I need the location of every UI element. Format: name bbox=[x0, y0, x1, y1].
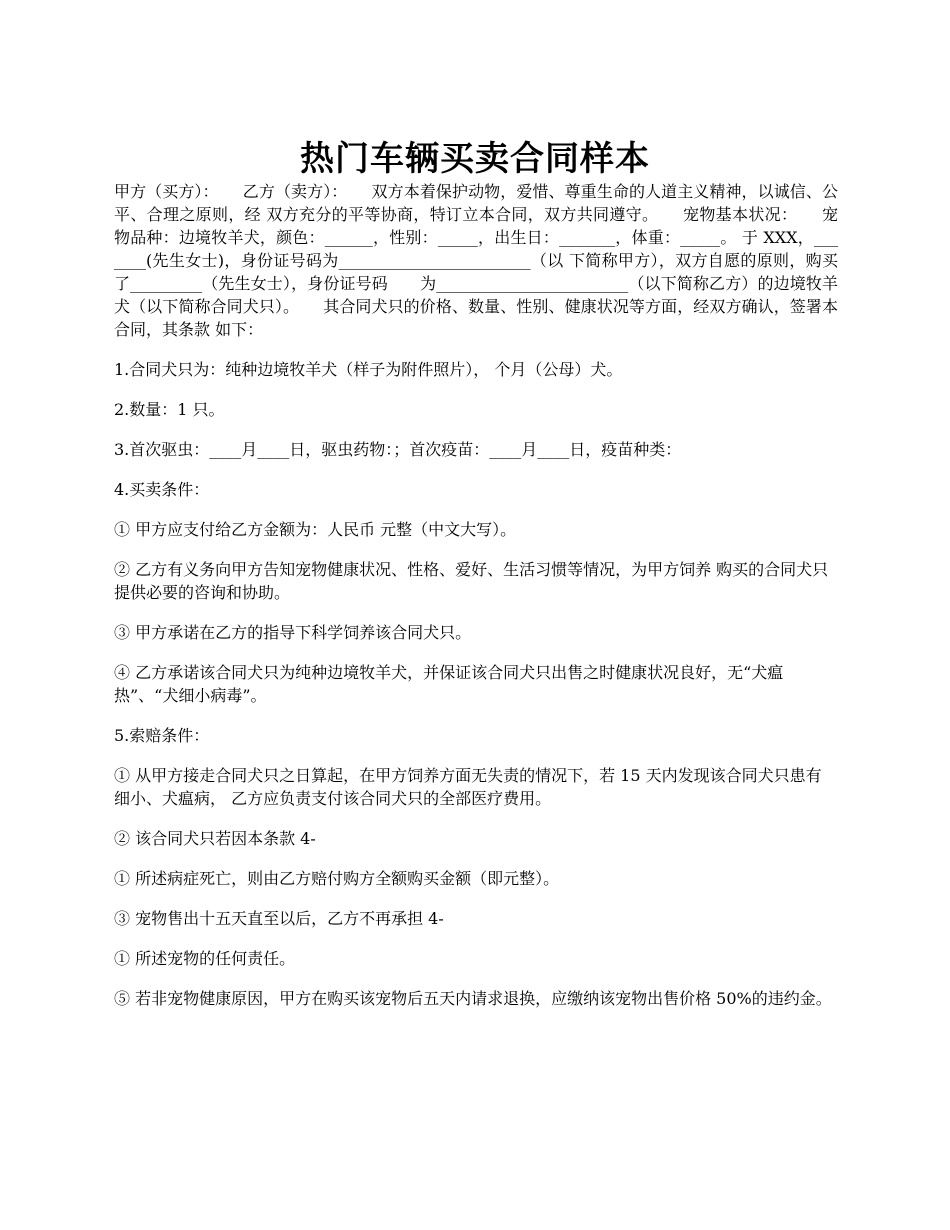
intro-paragraph: 甲方（买方）： 乙方（卖方）： 双方本着保护动物，爱惜、尊重生命的人道主义精神，以诚信、公平、合理之原则，经 双方充分的平等协商，特订立本合同，双方共同遵守。 宠物基本状况： 宠物品种：边境牧羊犬，颜色：______，性别：_____，出生日：_______，体重：_____。 于 XXX，_______(先生女士)，身份证号码为________________________（以 下简称甲方），双方自愿的原则，购买了_________（先生女士），身份证号码 为________________________（以下简称乙方）的边境牧羊犬（以下简称合同犬只）。 其合同犬只的价格、数量、性别、健康状况等方面，经双方确认，签署本合同，其条款 如下： bbox=[114, 182, 838, 339]
clause-3-paragraph: 3.首次驱虫：____月____日，驱虫药物：；首次疫苗：____月____日，疫苗种类： bbox=[114, 440, 682, 459]
document-title: 热门车辆买卖合同样本 bbox=[300, 138, 650, 179]
clause-5-item-2-continued: ① 所述病症死亡，则由乙方赔付购方全额购买金额（即元整）。 bbox=[114, 869, 560, 888]
clause-5-item-5: ⑤ 若非宠物健康原因，甲方在购买该宠物后五天内请求退换，应缴纳该宠物出售价格 50%的违约金。 bbox=[114, 989, 832, 1008]
clause-4-item-2: ② 乙方有义务向甲方告知宠物健康状况、性格、爱好、生活习惯等情况，为甲方饲养 购买的合同犬只提供必要的咨询和协助。 bbox=[114, 560, 829, 602]
clause-2-paragraph: 2.数量：1 只。 bbox=[114, 400, 225, 419]
clause-4-item-1: ① 甲方应支付给乙方金额为：人民币 元整（中文大写）。 bbox=[114, 520, 517, 539]
clause-5-item-1: ① 从甲方接走合同犬只之日算起，在甲方饲养方面无失责的情况下，若 15 天内发现该合同犬只患有 细小、犬瘟病， 乙方应负责支付该合同犬只的全部医疗费用。 bbox=[114, 766, 822, 808]
clause-4-item-3: ③ 甲方承诺在乙方的指导下科学饲养该合同犬只。 bbox=[114, 623, 472, 642]
clause-4-item-4: ④ 乙方承诺该合同犬只为纯种边境牧羊犬，并保证该合同犬只出售之时健康状况良好，无“犬瘟热”、“犬细小病毒”。 bbox=[114, 663, 784, 705]
clause-5-heading: 5.索赔条件： bbox=[114, 726, 210, 745]
document-body bbox=[114, 180, 838, 1010]
clause-5-item-3: ③ 宠物售出十五天直至以后，乙方不再承担 4- bbox=[114, 909, 444, 928]
clause-1-paragraph: 1.合同犬只为：纯种边境牧羊犬（样子为附件照片）， 个月（公母）犬。 bbox=[114, 360, 623, 379]
clause-4-heading: 4.买卖条件： bbox=[114, 480, 210, 499]
clause-5-item-2: ② 该合同犬只若因本条款 4- bbox=[114, 829, 316, 848]
clause-5-item-3-continued: ① 所述宠物的任何责任。 bbox=[114, 949, 296, 968]
